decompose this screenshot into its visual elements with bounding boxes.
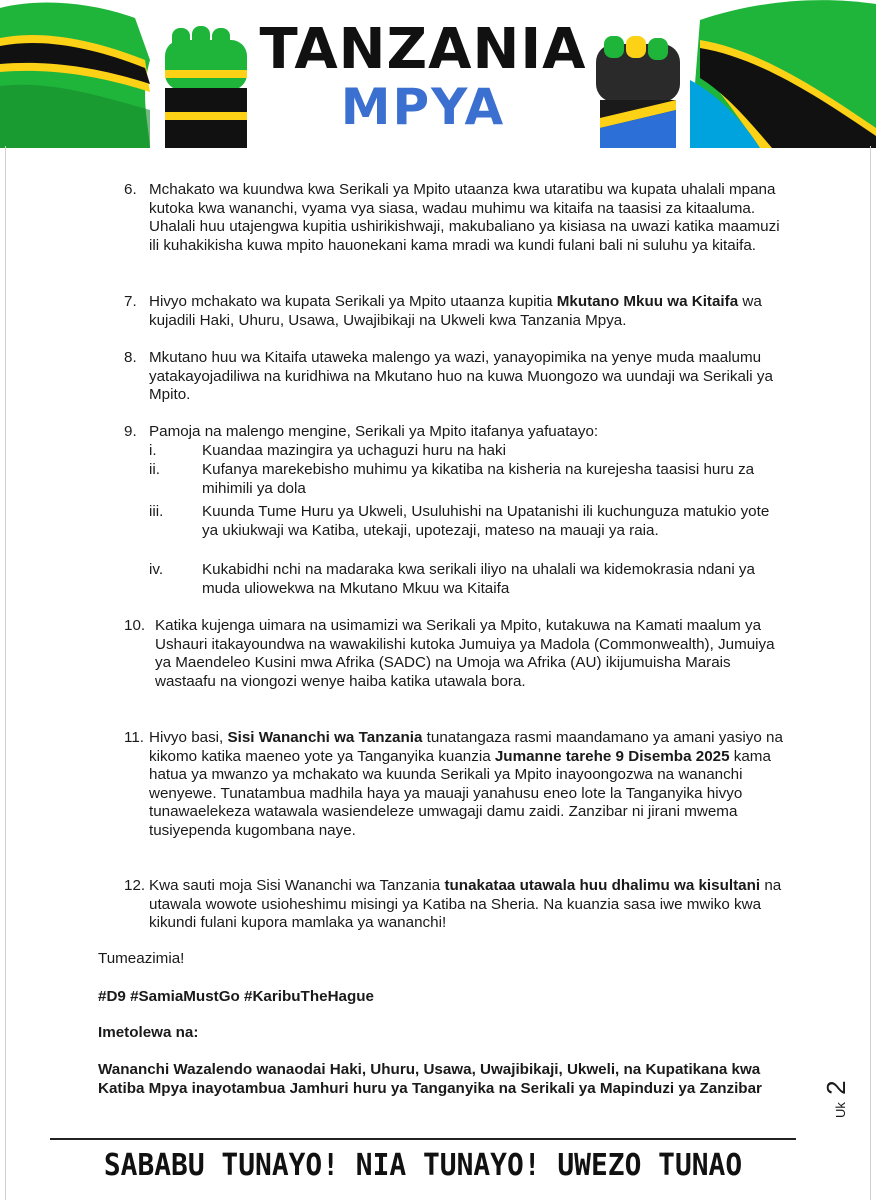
hashtags: #D9 #SamiaMustGo #KaribuTheHague [98,988,374,1005]
numbered-paragraph [149,349,789,405]
paragraph-text: Katika kujenga uimara na usimamizi wa Serikali ya Mpito, kutakuwa na Kamati maalum ya Ushauri itakayoundwa na wawakilishi kutoka Jumuiya ya Madola (Commonwealth), Jumuiya ya Maendeleo Kusini mwa Afrika (SADC) na Umoja wa Afrika (AU) ikijumuisha Marais wastaafu na viongozi wenye haiba katika utawala bora. [155,617,775,690]
numbered-paragraph [149,293,789,330]
paragraph-bold-text: Sisi Wananchi wa Tanzania [227,729,423,746]
paragraph-bold-text: tunakataa utawala huu dhalimu wa kisultani [444,877,761,894]
paragraph-text: Hivyo basi, [149,729,228,746]
banner-title: TANZANIA [259,17,587,82]
paragraph-text: Mkutano huu wa Kitaifa utaweka malengo ya wazi, yanayopimika na yenye muda maalumu yatakayojadiliwa na kuridhiwa na Mkutano huo na kuwa Muongozo wa uundaji wa Serikali ya Mpito. [149,349,773,404]
subitem-numeral: i. [149,442,157,459]
numbered-paragraph [149,729,789,841]
page-number [816,1078,856,1118]
numbered-paragraph [149,423,789,442]
item-number: 12. [124,877,146,894]
paragraph-text: kama hatua ya mwanzo ya mchakato wa kuunda Serikali ya Mpito inayoongozwa na wananchi wenyewe. Tunatambua madhila haya ya mauaji yanahusu eneo lote la Tanganyika hivyo tunawaelekeza watawala wasiendeleze umwagaji damu zaidi. Zanzibar ni jirani mwema tusiyependa kugombana naye. [149,747,771,839]
item-number: 7. [124,293,137,310]
footer-divider [50,1138,796,1140]
numbered-paragraph [155,617,793,691]
subitem-text: Kuandaa mazingira ya uchaguzi huru na haki [202,442,506,459]
resolution-text: Tumeazimia! [98,950,185,967]
item-number: 11. [124,729,144,746]
page-number-value: 2 [821,1080,851,1095]
subitem-text: Kukabidhi nchi na madaraka kwa serikali iliyo na uhalali wa kidemokrasia ndani ya muda uliowekwa na Mkutano Mkuu wa Kitaifa [202,561,755,597]
item-number: 10. [124,617,146,634]
subitem-numeral: iii. [149,503,164,520]
subitem-numeral: ii. [149,461,160,478]
subitem-numeral: iv. [149,561,164,578]
paragraph-text: na utawala wowote usioheshimu misingi ya Katiba na Sheria. Na kuanzia sasa iwe mwiko kwa kikundi fulani kupora mamlaka ya wananchi! [149,877,782,932]
paragraph-text: Hivyo mchakato wa kupata Serikali ya Mpito utaanza kupitia [149,293,557,310]
numbered-paragraph [149,181,789,255]
paragraph-text: Mchakato wa kuundwa kwa Serikali ya Mpito utaanza kwa utaratibu wa kupata uhalali mpana kutoka kwa wananchi, vyama vya siasa, wadau muhimu wa kitaifa na taasisi za kitaaluma. Uhalali huu utajengwa kupitia ushirikishwaji, makubaliano ya kisiasa na uwazi katika maamuzi ili kuhakikisha kuwa mpito hauonekani kama mradi wa kundi fulani bali ni suluhu ya kitaifa. [149,181,780,254]
paragraph-text: Kwa sauti moja Sisi Wananchi wa Tanzania [149,877,445,894]
paragraph-bold-text: Jumanne tarehe 9 Disemba 2025 [494,747,730,765]
paragraph-text: tunatangaza rasmi maandamano ya amani yasiyo na kikomo katika maeneo yote ya Tanganyika kuanzia [149,729,783,765]
paragraph-text: Pamoja na malengo mengine, Serikali ya Mpito itafanya yafuatayo: [149,423,599,440]
paragraph-bold-text: Mkutano Mkuu wa Kitaifa [556,293,739,310]
paragraph-text: wa kujadili Haki, Uhuru, Usawa, Uwajibikaji na Ukweli kwa Tanzania Mpya. [149,293,762,329]
banner-subtitle: MPYA [340,78,506,136]
subitem-text: Kuunda Tume Huru ya Ukweli, Usuluhishi na Upatanishi ili kuchunguza matukio yote ya ukiukwaji wa Katiba, utekaji, upotezaji, mateso na mauaji ya raia. [202,503,770,539]
issued-by-label: Imetolewa na: [98,1024,199,1041]
subitem-text: Kufanya marekebisho muhimu ya kikatiba na kisheria na kurejesha taasisi huru za mihimili ya dola [202,461,755,497]
issuer-text: Wananchi Wazalendo wanaodai Haki, Uhuru, Usawa, Uwajibikaji, Ukweli, na Kupatikana kwa Katiba Mpya inayotambua Jamhuri huru ya Tanganyika na Serikali ya Mapinduzi ya Zanzibar [98,1061,762,1097]
numbered-paragraph [149,877,789,933]
item-number: 6. [124,181,137,198]
footer-slogan: SABABU TUNAYO! NIA TUNAYO! UWEZO TUNAO [103,1148,743,1183]
item-number: 8. [124,349,137,366]
item-number: 9. [124,423,137,440]
page-label: Uk [833,1102,848,1118]
